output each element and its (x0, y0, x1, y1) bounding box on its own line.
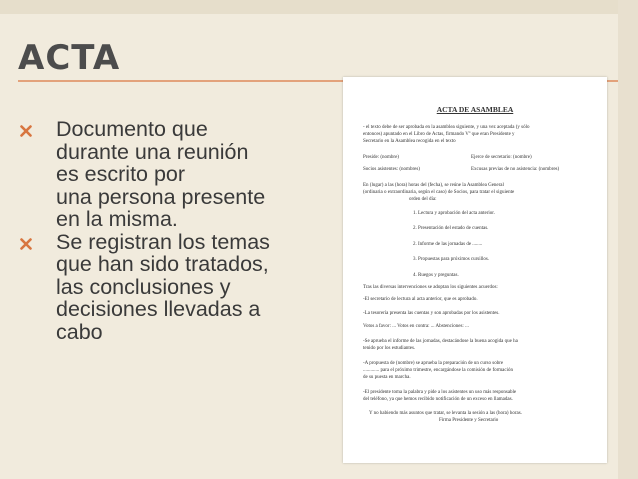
bullet-text: Se registran los temas que han sido tratados, las conclusiones y decisiones llevadas a cabo (56, 229, 270, 344)
document-line: 1. Lectura y aprobación del acta anterior. (413, 211, 495, 216)
document-line: entonces) apuntado en el Libro de Actas, firmando Vº que eran Presidente y (363, 132, 515, 137)
right-edge-strip (618, 0, 638, 479)
document-line: 2. Informe de las jornadas de ........ (413, 242, 483, 247)
document-line: Excusas previas de no asistencia: (nombres) (471, 167, 560, 172)
document-line: 4. Ruegos y preguntas. (413, 273, 459, 278)
document-line: Votos a favor: ... Votos en contra: ... Abstenciones: ... (363, 324, 469, 329)
document-line: Ejerce de secretario: (nombre) (471, 155, 532, 160)
document-line: Socios asistentes: (nombres) (363, 167, 420, 172)
document-line: del teléfono, ya que hemos recibido notificación de un exceso en llamadas. (363, 397, 513, 402)
document-line: -El secretario de lectura al acta anterior, que es aprobado. (363, 297, 478, 302)
document-line: Firma Presidente y Secretario (439, 418, 499, 423)
document-line: Tras las diversas intervenciones se adoptan los siguientes acuerdos: (363, 285, 498, 290)
bullet-item (18, 118, 308, 231)
document-line: - el texto debe de ser aprobada en la asamblea siguiente, y una vez aceptada (y sólo (363, 125, 530, 130)
bullet-item (18, 231, 308, 344)
acta-document-image (343, 77, 607, 463)
bullet-text: Documento que durante una reunión es escrito por una persona presente en la misma. (56, 117, 266, 231)
bullet-list (18, 118, 308, 343)
document-line: tenido por los estudiantes. (363, 346, 416, 351)
document-line: Secretario en la Asamblea recogida en el texto (363, 139, 456, 144)
document-line: (ordinaria o extraordinaria, según el caso) de Socios, para tratar el siguiente (363, 190, 515, 195)
document-line: -El presidente toma la palabra y pide a los asistentes un uso más responsable (363, 390, 517, 395)
document-line: -La tesorería presenta las cuentas y son aprobadas por los asistentes. (363, 311, 500, 316)
document-line: ............. para el próximo trimestre, encargándose la comisión de formación (363, 368, 513, 373)
document-line: 3. Propuestas para próximos cursillos. (413, 257, 490, 262)
top-band (0, 0, 638, 14)
document-line: Preside: (nombre) (363, 155, 399, 160)
slide-title: ACTA (18, 38, 121, 78)
bullet-cross-icon (18, 118, 56, 142)
document-line: Y no habiendo más asuntos que tratar, se levanta la sesión a las (hora) horas. (369, 411, 522, 416)
document-line: -A propuesta de (nombre) se aprueba la preparación de un curso sobre (363, 361, 504, 366)
document-line: orden del día: (409, 197, 437, 202)
document-line: -Se aprueba el informe de las jornadas, destacándose la buena acogida que ha (363, 339, 518, 344)
document-line: En (lugar) a las (hora) horas del (fecha), se reúne la Asamblea General (363, 183, 504, 188)
bullet-cross-icon (18, 231, 56, 255)
document-line: de su puesta en marcha. (363, 375, 411, 380)
document-title: ACTA DE ASAMBLEA (436, 105, 514, 114)
document-line: 2. Presentación del estado de cuentas. (413, 226, 489, 231)
